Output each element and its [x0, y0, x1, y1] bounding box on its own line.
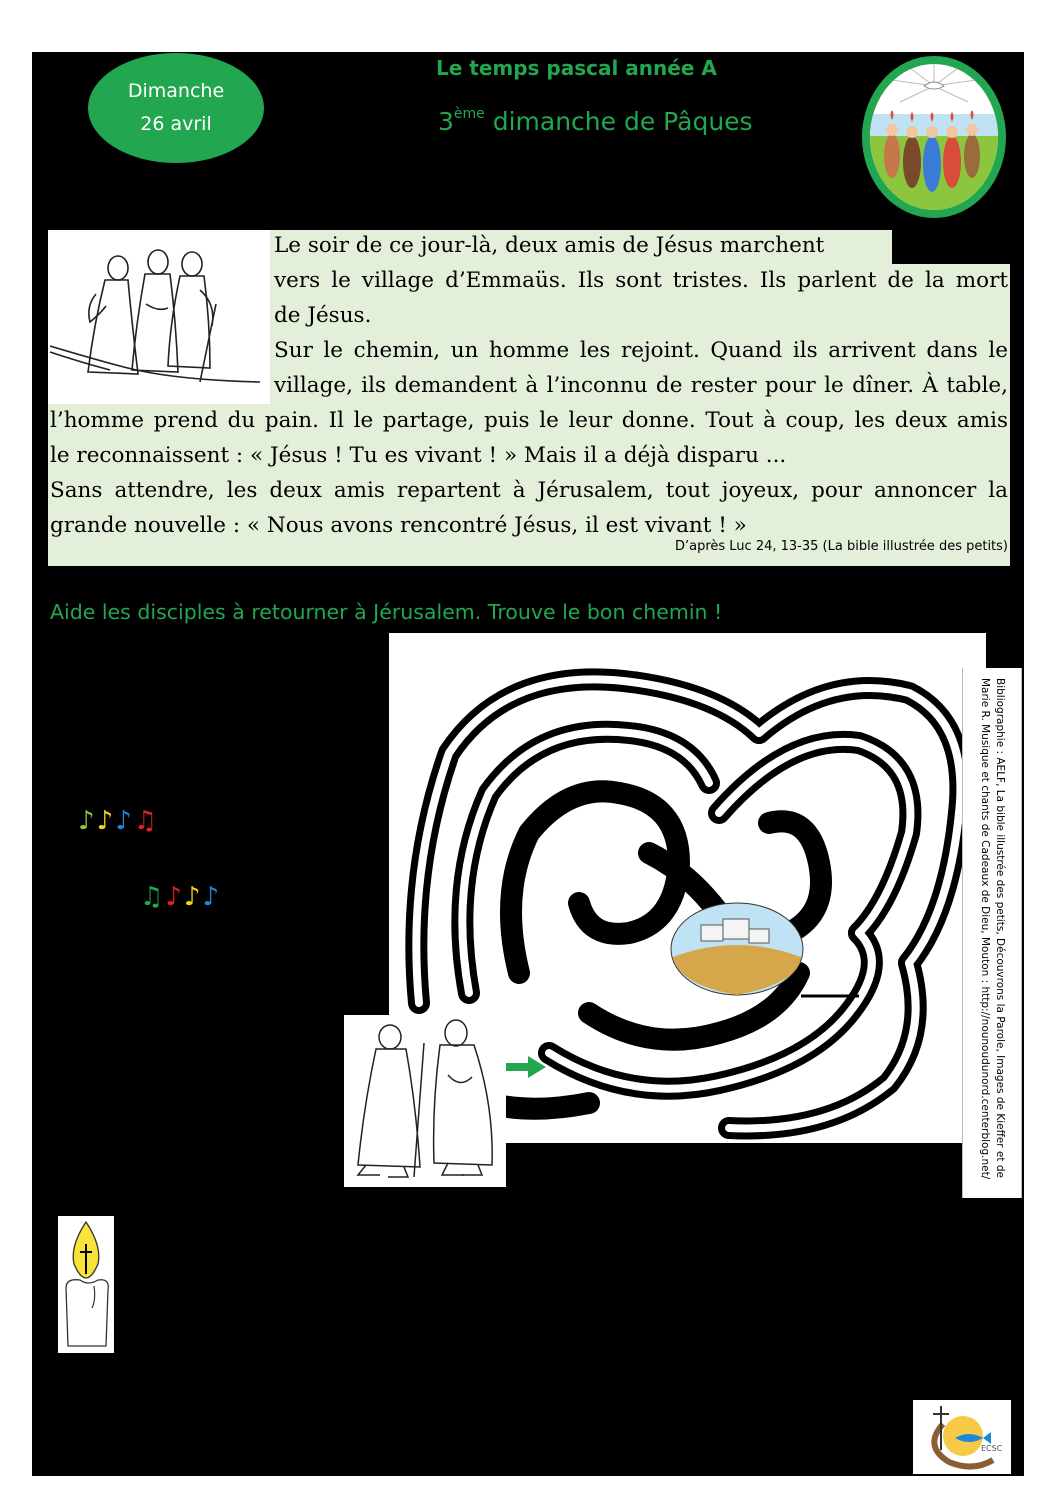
story-panel-notch	[892, 230, 1010, 264]
maze-instruction: Aide les disciples à retourner à Jérusalem. Trouve le bon chemin !	[50, 600, 723, 624]
pentecost-illustration	[870, 64, 998, 210]
story-line: l’homme prend du pain. Il le partage, puis le leur donne. Tout à coup, les deux amis	[50, 408, 1008, 433]
story-line: le reconnaissent : « Jésus ! Tu es vivant ! » Mais il a déjà disparu ...	[50, 443, 787, 468]
music-note-icon: ♫	[133, 806, 160, 836]
sunday-label: dimanche de Pâques	[484, 107, 753, 136]
date-badge	[88, 53, 264, 163]
bibliography-text: Bibliographie : AELF, La bible illustrée des petits, Découvrons la Parole, Images de Kieffer et de Marie R. Musique et chants de Cadeaux de Dieu, Mouton : http://nounoudunord.centerblog.net/	[979, 678, 1006, 1180]
music-note-icon: ♪	[165, 882, 184, 912]
maze-start-arrow	[506, 1056, 546, 1083]
date-number: 26 avril	[140, 113, 212, 135]
sunday-suffix: ème	[453, 106, 485, 122]
bibliography-panel	[962, 668, 1022, 1198]
parish-logo	[913, 1400, 1011, 1474]
story-line: grande nouvelle : « Nous avons rencontré Jésus, il est vivant ! »	[50, 513, 747, 538]
date-day: Dimanche	[127, 80, 225, 102]
jerusalem-illustration	[671, 903, 803, 995]
music-notes-row-2	[140, 882, 221, 912]
pentecost-emblem	[862, 56, 1006, 218]
music-note-icon: ♪	[115, 806, 134, 836]
logo-text: ECSC	[981, 1444, 1003, 1453]
season-title: Le temps pascal année A	[436, 56, 717, 80]
story-line: de Jésus.	[274, 303, 372, 328]
music-note-icon: ♪	[183, 882, 203, 912]
sunday-title	[438, 106, 753, 136]
story-line: Sur le chemin, un homme les rejoint. Quand ils arrivent dans le	[274, 338, 1008, 363]
disciples-illustration	[344, 1015, 506, 1187]
music-note-icon: ♪	[96, 806, 116, 836]
sunday-number: 3	[438, 107, 454, 136]
story-line: village, ils demandent à l’inconnu de rester pour le dîner. À table,	[274, 373, 1008, 398]
story-line: vers le village d’Emmaüs. Ils sont tristes. Ils parlent de la mort	[274, 268, 1008, 293]
story-line: Sans attendre, les deux amis repartent à Jérusalem, tout joyeux, pour annoncer la	[50, 478, 1008, 503]
story-source: D’après Luc 24, 13-35 (La bible illustrée des petits)	[674, 539, 1008, 554]
music-note-icon: ♪	[202, 882, 222, 912]
music-notes-row-1	[78, 806, 159, 836]
music-note-icon: ♫	[140, 882, 166, 912]
story-line: Le soir de ce jour-là, deux amis de Jésus marchent	[274, 233, 825, 258]
music-note-icon: ♪	[78, 806, 97, 836]
emmaus-walkers-illustration	[50, 234, 260, 392]
candle-illustration	[58, 1216, 114, 1353]
